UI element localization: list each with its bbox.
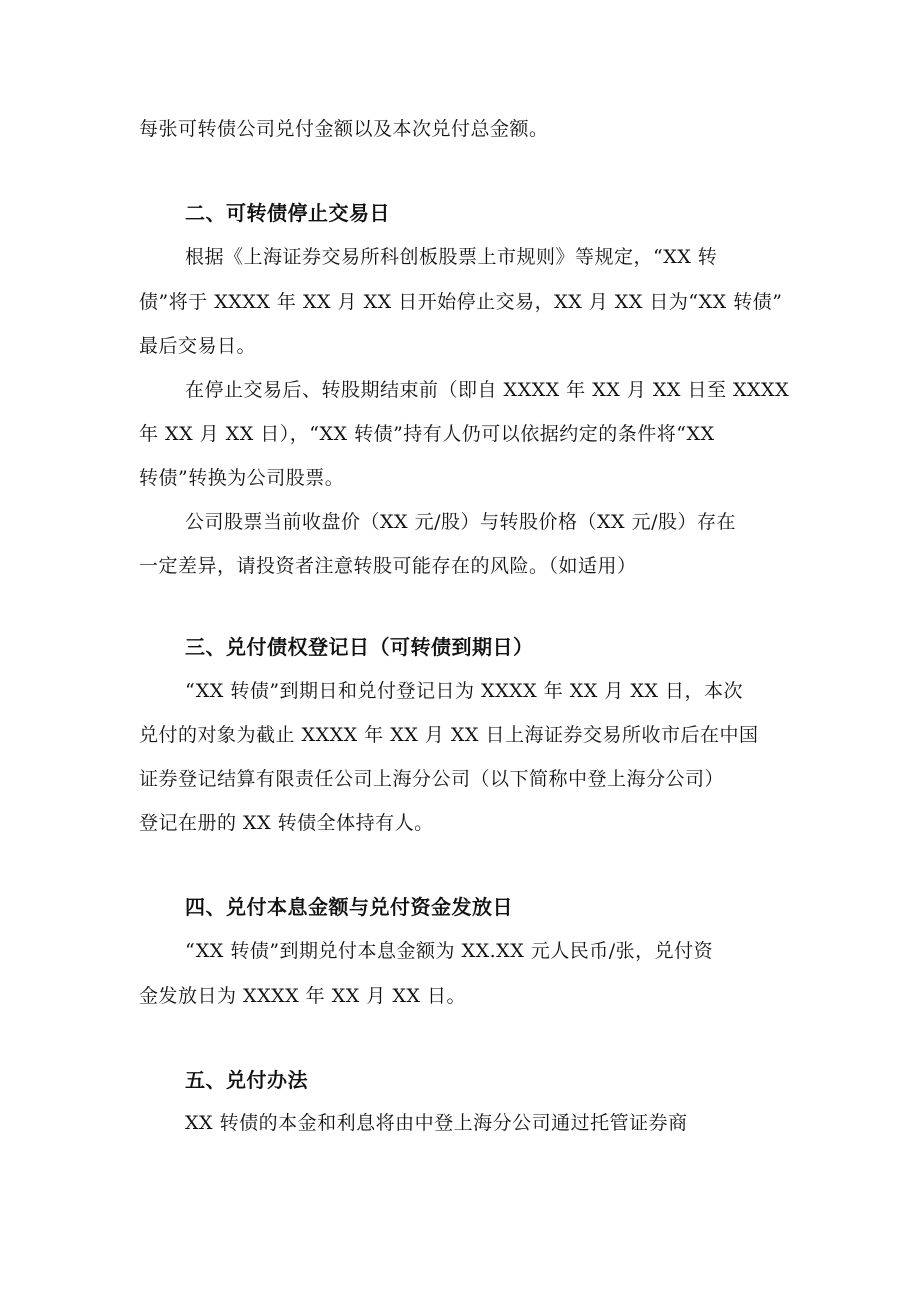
paragraph-line: 一定差异，请投资者注意转股可能存在的风险。（如适用） bbox=[139, 555, 637, 577]
section-heading: 五、兑付办法 bbox=[185, 1068, 308, 1092]
section-heading: 三、兑付债权登记日（可转债到期日） bbox=[185, 635, 534, 659]
intro-line: 每张可转债公司兑付金额以及本次兑付总金额。 bbox=[139, 118, 549, 140]
paragraph-line: “XX 转债”到期日和兑付登记日为 XXXX 年 XX 月 XX 日，本次 bbox=[185, 680, 743, 702]
paragraph-line: 金发放日为 XXXX 年 XX 月 XX 日。 bbox=[139, 985, 466, 1007]
section-heading: 四、兑付本息金额与兑付资金发放日 bbox=[185, 895, 513, 919]
paragraph-line: 转债”转换为公司股票。 bbox=[139, 467, 345, 489]
paragraph-line: 在停止交易后、转股期结束前（即自 XXXX 年 XX 月 XX 日至 XXXX bbox=[185, 379, 790, 401]
paragraph-line: 根据《上海证券交易所科创板股票上市规则》等规定，“XX 转 bbox=[185, 246, 718, 268]
paragraph-line: XX 转债的本金和利息将由中登上海分公司通过托管证券商 bbox=[185, 1112, 688, 1134]
section-heading: 二、可转债停止交易日 bbox=[185, 201, 390, 225]
paragraph-line: 公司股票当前收盘价（XX 元/股）与转股价格（XX 元/股）存在 bbox=[185, 511, 736, 533]
paragraph-line: 证券登记结算有限责任公司上海分公司（以下简称中登上海分公司） bbox=[139, 768, 725, 790]
paragraph-line: 最后交易日。 bbox=[139, 335, 257, 357]
paragraph-line: 登记在册的 XX 转债全体持有人。 bbox=[139, 812, 434, 834]
paragraph-line: 债”将于 XXXX 年 XX 月 XX 日开始停止交易，XX 月 XX 日为“XX 转债” bbox=[139, 291, 783, 313]
paragraph-line: “XX 转债”到期兑付本息金额为 XX.XX 元人民币/张，兑付资 bbox=[185, 940, 714, 962]
paragraph-line: 年 XX 月 XX 日），“XX 转债”持有人仍可以依据约定的条件将“XX bbox=[139, 423, 715, 445]
paragraph-line: 兑付的对象为截止 XXXX 年 XX 月 XX 日上海证券交易所收市后在中国 bbox=[139, 724, 759, 746]
